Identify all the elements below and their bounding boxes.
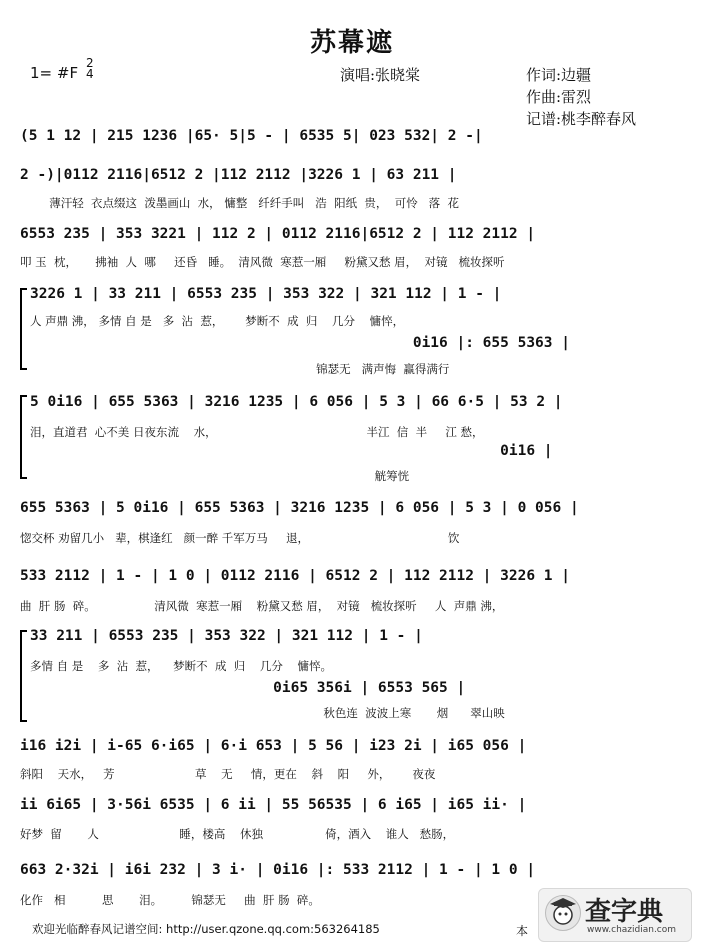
score-line-2: 2 -)|0112 2116|6512 2 |112 2112 |3226 1 | 63 211 | — [20, 167, 457, 183]
lyricist-credit: 作词:边疆 — [526, 66, 592, 84]
lyrics-line-12: 斜阳 天水， 芳 草 无 情，更在 斜 阳 外， 夜夜 — [20, 767, 436, 781]
system-brace-1 — [20, 288, 27, 370]
time-sig-bottom: 4 — [86, 67, 94, 81]
score-line-13: ii 6i65 | 3·56i 6535 | 6 ii | 55 56535 | 6 i65 | i65 ii· | — [20, 797, 527, 813]
lyrics-line-3: 叩 玉 枕， 拂袖 人 哪 还昏 睡。 清风微 寒惹一厢 粉黛又愁 眉， 对镜 梳妆探听 — [20, 255, 505, 269]
lyrics-line-11: 秋色连 波波上寒 烟 翠山映 — [20, 706, 505, 720]
score-line-7: 0i16 | — [20, 443, 553, 459]
score-line-4: 3226 1 | 33 211 | 6553 235 | 353 322 | 321 112 | 1 - | — [30, 286, 502, 302]
watermark-brand: 查字典 — [585, 897, 664, 927]
score-line-12: i16 i2i | i-65 6·i65 | 6·i 653 | 5 56 | i23 2i | i65 056 | — [20, 738, 527, 754]
score-line-1: (5 1 12 | 215 1236 |65· 5|5 - | 6535 5| 023 532| 2 -| — [20, 128, 483, 144]
watermark-logo — [538, 888, 692, 942]
lyrics-line-8: 惚交杯 劝留几小 辈，棋逢红 颜一醉 千军万马 退， 饮 — [20, 531, 460, 545]
lyrics-line-5: 锦瑟无 满声悔 赢得满行 — [20, 362, 450, 376]
score-line-8: 655 5363 | 5 0i16 | 655 5363 | 3216 1235 | 6 056 | 5 3 | 0 056 | — [20, 500, 579, 516]
footer-link: 欢迎光临醉春风记谱空间: http://user.qzone.qq.com:563264185 — [32, 922, 380, 936]
scholar-icon — [545, 895, 581, 931]
transcriber-credit: 记谱:桃李醉春风 — [526, 110, 637, 128]
lyrics-line-4: 人 声鼎 沸， 多情 自 是 多 沾 惹， 梦断不 成 归 几分 慵悴， — [30, 314, 405, 328]
score-line-3: 6553 235 | 353 3221 | 112 2 | 0112 2116|6512 2 | 112 2112 | — [20, 226, 536, 242]
score-line-10: 33 211 | 6553 235 | 353 322 | 321 112 | 1 - | — [30, 628, 423, 644]
time-signature — [86, 58, 94, 80]
score-line-5: 0i16 |: 655 5363 | — [20, 335, 570, 351]
corner-mark: 本 — [516, 924, 529, 938]
score-line-11: 0i65 356i | 6553 565 | — [20, 680, 466, 696]
lyrics-line-14: 化作 相 思 泪。 锦瑟无 曲 肝 肠 碎。 — [20, 893, 320, 907]
lyrics-line-13: 好梦 留 人 睡，楼高 休独 倚，酒入 谁人 愁肠， — [20, 827, 455, 841]
singer-credit: 演唱:张晓棠 — [340, 66, 421, 84]
composer-credit: 作曲:雷烈 — [526, 88, 592, 106]
time-sig-top: 2 — [86, 56, 94, 70]
watermark-url: www.chazidian.com — [587, 925, 677, 935]
lyrics-line-10: 多情 自 是 多 沾 惹， 梦断不 成 归 几分 慵悴。 — [30, 659, 333, 673]
score-line-6: 5 0i16 | 655 5363 | 3216 1235 | 6 056 | 5 3 | 66 6·5 | 53 2 | — [30, 394, 563, 410]
song-title: 苏幕遮 — [309, 28, 394, 58]
system-brace-2 — [20, 395, 27, 479]
key-signature: 1= #F — [30, 64, 79, 82]
score-line-9: 533 2112 | 1 - | 1 0 | 0112 2116 | 6512 2 | 112 2112 | 3226 1 | — [20, 568, 570, 584]
lyrics-line-6: 泪，直道君 心不美 日夜东流 水， 半江 信 半 江 愁， — [30, 425, 484, 439]
score-line-14: 663 2·32i | i6i 232 | 3 i· | 0i16 |: 533 2112 | 1 - | 1 0 | — [20, 862, 536, 878]
lyrics-line-9: 曲 肝 肠 碎。 清风微 寒惹一厢 粉黛又愁 眉， 对镜 梳妆探听 人 声鼎 沸， — [20, 599, 504, 613]
lyrics-line-2: 薄汗轻 衣点缀这 泼墨画山 水， 慵整 纤纤手叫 浩 阳纸 贵， 可怜 落 花 — [20, 196, 459, 210]
lyrics-line-7: 觥筹恍 — [20, 469, 410, 483]
